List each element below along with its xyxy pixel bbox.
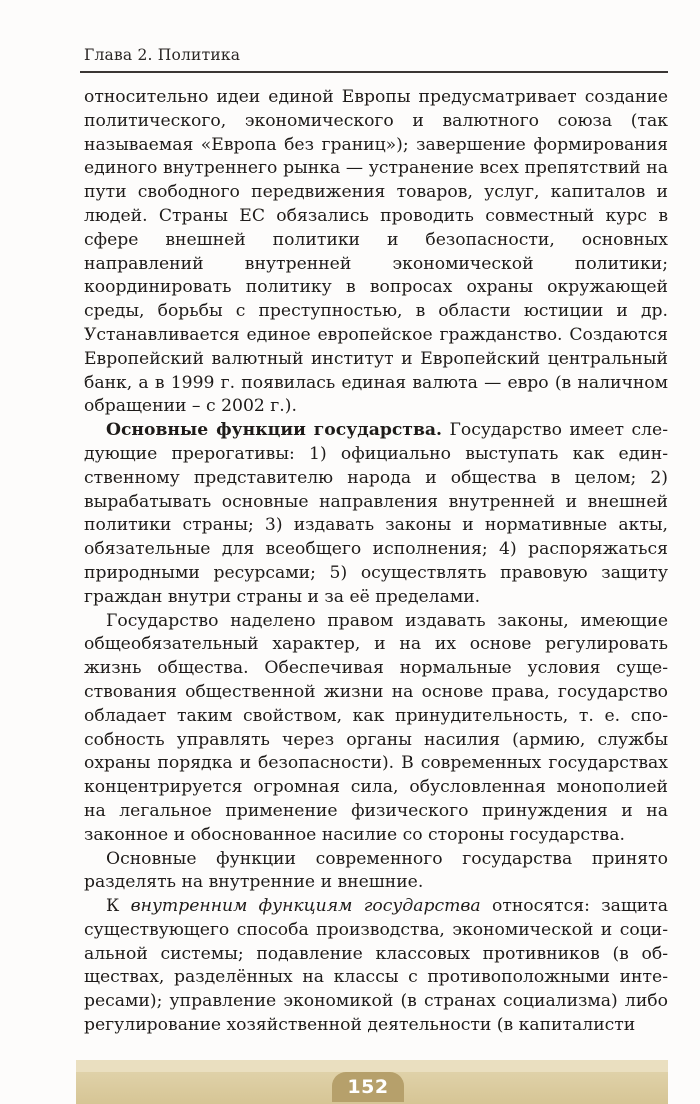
paragraph-text: Государство имеет следующие прерогативы: 1) официально выступать как единственному представителю народа и общества в целом; 2) вырабатывать основные направления внутренней и внешней политики страны; 3) издавать законы и нормативные акты, обязательные для всеобщего исполнения; 4) распоряжаться природными ресурсами; 5) осуществлять правовую защиту граждан внутри страны и за её пределами. xyxy=(84,420,668,607)
paragraph xyxy=(84,86,668,419)
footer-band-highlight xyxy=(76,1060,668,1072)
paragraph-text: Государство наделено правом издавать законы, имеющие общеобязательный характер, и на их основе регулировать жизнь общества. Обеспечивая нормальные условия существования общественной жизни на основе права, государство обладает таким свойством, как принудительность, т. е. способность управлять через органы насилия (армию, службы охраны порядка и безопасности). В современных государствах концентрируется огромная сила, обусловленная монополией на легальное применение физического принуждения и на законное и обоснованное насилие со стороны государства. xyxy=(84,610,668,845)
paragraph-text: относятся: защита существующего способа производства, экономической и социальной системы; подавление классовых противников (в обществах, разделённых на классы с противоположными интересами); управление экономикой (в странах социализма) либо регулирование хозяйственной деятельности (в капиталисти xyxy=(84,896,669,1036)
paragraph xyxy=(84,848,668,896)
header-rule xyxy=(80,71,668,73)
paragraph xyxy=(84,419,668,609)
page-number: 152 xyxy=(347,1076,389,1098)
page-number-badge xyxy=(332,1072,404,1102)
running-header: Глава 2. Политика xyxy=(84,46,241,64)
body-text xyxy=(84,86,668,1038)
paragraph-heading: Основные функции государства. xyxy=(106,420,443,441)
paragraph-text: Основные функции современного государства принято разделять на внутренние и внешние. xyxy=(84,848,668,893)
paragraph-text: К xyxy=(106,896,131,917)
paragraph-text: относительно идеи единой Европы предусматривает создание политического, экономического и валютного союза (так называемая «Европа без границ»); завершение формирования единого внутреннего рынка — устранение всех препятствий на пути свободного передвижения товаров, услуг, капиталов и людей. Страны ЕС обязались проводить совместный курс в сфере внешней политики и безопасности, основных направлений внутренней экономической политики; координировать политику в вопросах охраны окружающей среды, борьбы с преступностью, в области юстиции и др. Устанавливается единое европейское гражданство. Создаются Европейский валютный институт и Европейский центральный банк, а в 1999 г. появилась единая валюта — евро (в наличном обращении – с 2002 г.). xyxy=(84,87,668,417)
paragraph xyxy=(84,610,668,848)
emphasis-text: внутренним функциям государства xyxy=(130,896,481,917)
paragraph xyxy=(84,895,668,1038)
